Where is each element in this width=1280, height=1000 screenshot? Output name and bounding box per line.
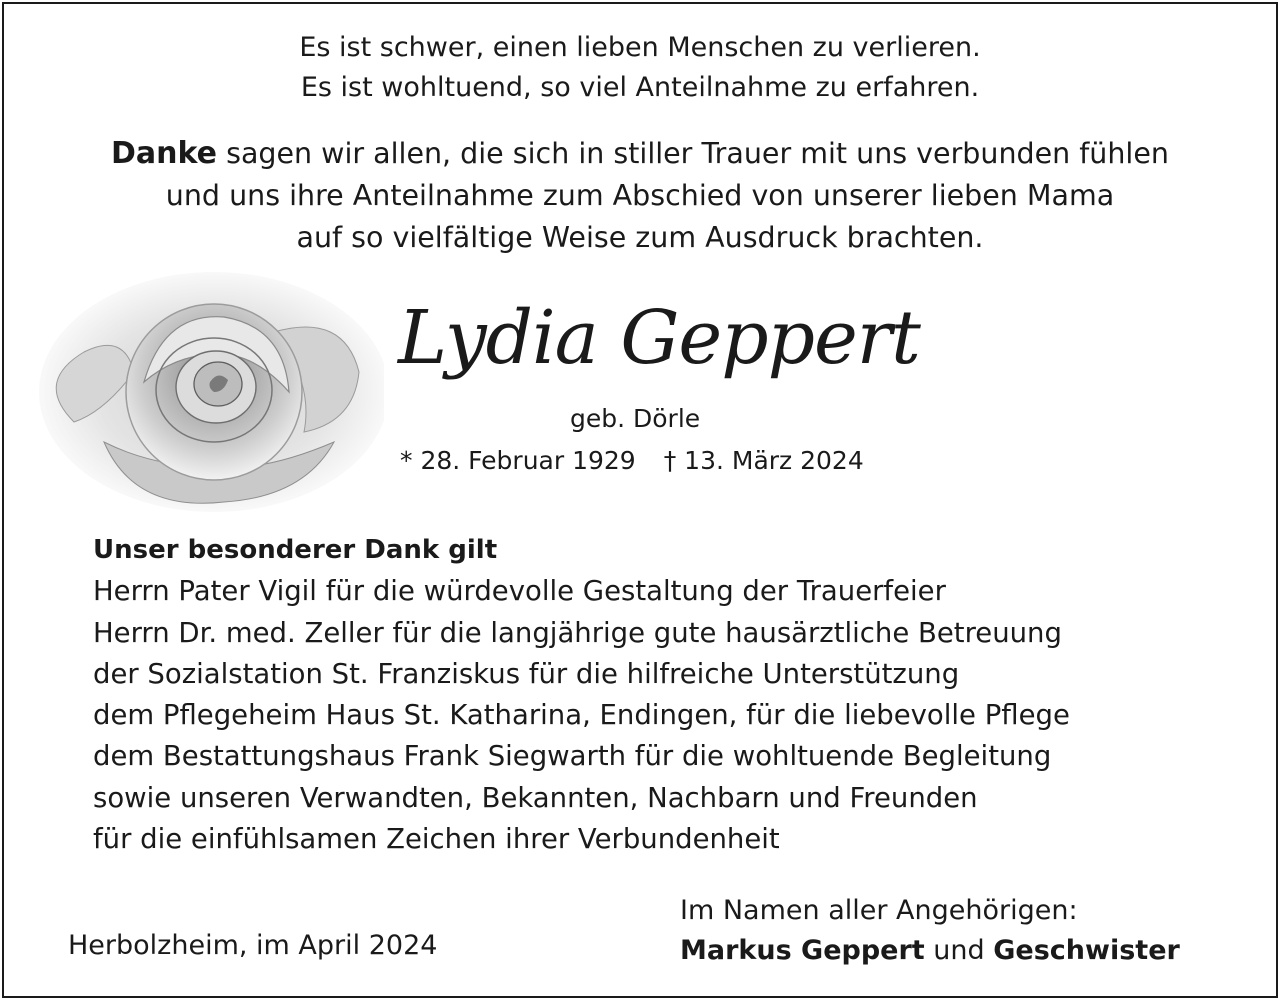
special-thanks-line: für die einfühlsamen Zeichen ihrer Verbundenheit xyxy=(93,823,780,856)
maiden-name: geb. Dörle xyxy=(570,404,701,433)
danke-word: Danke xyxy=(111,136,218,171)
opening-quote xyxy=(0,28,1280,108)
place-and-date: Herbolzheim, im April 2024 xyxy=(68,930,438,961)
life-dates xyxy=(400,446,864,475)
signer-name: Markus Geppert xyxy=(680,935,925,966)
death-date: † 13. März 2024 xyxy=(663,446,864,475)
signers-conjunction: und xyxy=(924,935,994,966)
special-thanks-line: dem Bestattungshaus Frank Siegwarth für die wohltuende Begleitung xyxy=(93,740,1052,773)
thanks-line-1 xyxy=(0,133,1280,175)
thanks-line-2: und uns ihre Anteilnahme zum Abschied von unserer lieben Mama xyxy=(165,179,1115,212)
birth-date: * 28. Februar 1929 xyxy=(400,446,636,475)
deceased-name: Lydia Geppert xyxy=(398,295,920,381)
quote-line-2: Es ist wohltuend, so viel Anteilnahme zu erfahren. xyxy=(300,72,980,103)
on-behalf-line: Im Namen aller Angehörigen: xyxy=(680,895,1078,926)
siblings-word: Geschwister xyxy=(993,935,1180,966)
special-thanks-line: dem Pflegeheim Haus St. Katharina, Endingen, für die liebevolle Pflege xyxy=(93,699,1070,732)
signature-block xyxy=(680,891,1180,971)
thanks-line-3: auf so vielfältige Weise zum Ausdruck brachten. xyxy=(296,221,984,254)
thanks-paragraph xyxy=(0,133,1280,259)
special-thanks-line: der Sozialstation St. Franziskus für die hilfreiche Unterstützung xyxy=(93,657,960,690)
special-thanks-heading: Unser besonderer Dank gilt xyxy=(93,535,498,565)
special-thanks xyxy=(93,530,1070,860)
thanks-line-1-rest: sagen wir allen, die sich in stiller Trauer mit uns verbunden fühlen xyxy=(217,137,1169,170)
signers-line xyxy=(680,931,1180,971)
special-thanks-line: Herrn Dr. med. Zeller für die langjährige gute hausärztliche Betreuung xyxy=(93,616,1062,649)
rose-image xyxy=(14,272,384,522)
special-thanks-line: Herrn Pater Vigil für die würdevolle Gestaltung der Trauerfeier xyxy=(93,575,946,608)
quote-line-1: Es ist schwer, einen lieben Menschen zu verlieren. xyxy=(299,32,981,63)
special-thanks-line: sowie unseren Verwandten, Bekannten, Nachbarn und Freunden xyxy=(93,781,978,814)
